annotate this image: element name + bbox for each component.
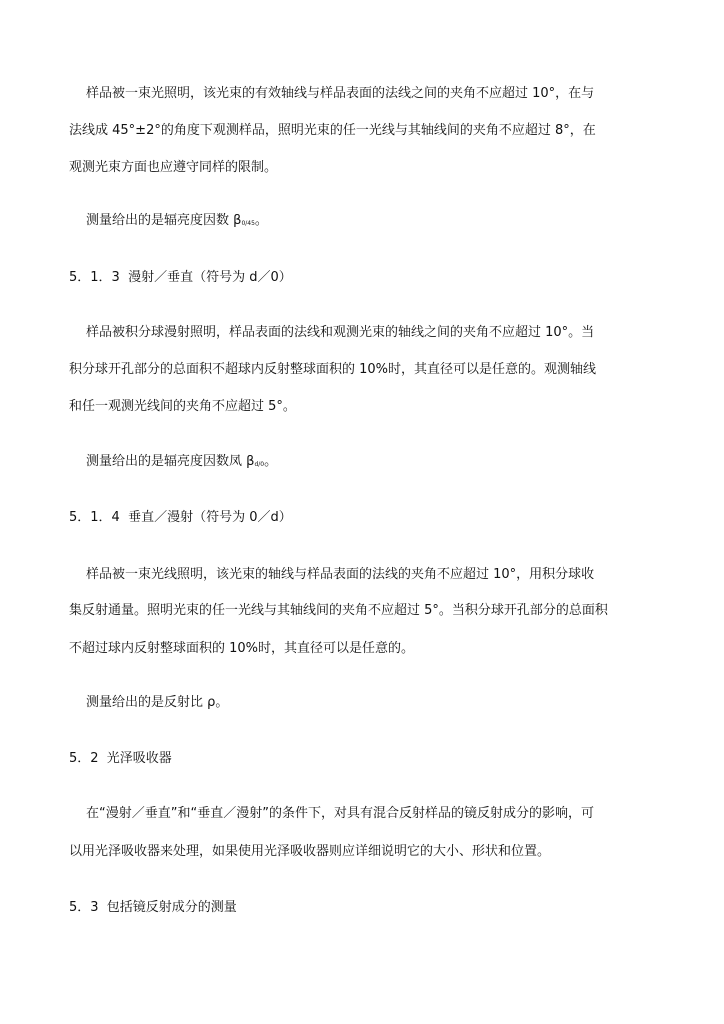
section-heading-5-1-3: 5．1．3 漫射／垂直（符号为 d／0） <box>69 270 292 285</box>
paragraph-diffuse-normal-line-3: 和任一观测光线间的夹角不应超过 5°。 <box>69 399 296 414</box>
paragraph-radiance-factor-d0: 测量给出的是辐亮度因数凤 $\beta_{d/0}$。 <box>86 454 278 469</box>
paragraph-illumination-line-2: 法线成 45°±2°的角度下观测样品，照明光束的任一光线与其轴线间的夹角不应超过 8°，在 <box>69 123 596 138</box>
subscript-d0: d/0 <box>254 461 265 468</box>
paragraph-reflectance: 测量给出的是反射比 ρ。 <box>86 695 229 710</box>
paragraph-normal-diffuse-line-3: 不超过球内反射整球面积的 10%时，其直径可以是任意的。 <box>69 641 415 656</box>
paragraph-illumination-line-1: 样品被一束光照明，该光束的有效轴线与样品表面的法线之间的夹角不应超过 10°，在与 <box>86 86 595 101</box>
paragraph-normal-diffuse-line-2: 集反射通量。照明光束的任一光线与其轴线间的夹角不应超过 5°。当积分球开孔部分的总面积 <box>69 603 608 618</box>
paragraph-gloss-absorber-line-2: 以用光泽吸收器来处理，如果使用光泽吸收器则应详细说明它的大小、形状和位置。 <box>69 844 551 859</box>
paragraph-diffuse-normal-line-2: 积分球开孔部分的总面积不超球内反射整球面积的 10%时，其直径可以是任意的。观测轴线 <box>69 362 597 377</box>
section-heading-5-1-4: 5．1．4 垂直／漫射（符号为 0／d） <box>69 510 292 525</box>
paragraph-diffuse-normal-line-1: 样品被积分球漫射照明，样品表面的法线和观测光束的轴线之间的夹角不应超过 10°。当 <box>86 325 595 340</box>
subscript-045: 0/45 <box>241 220 255 227</box>
paragraph-illumination-line-3: 观测光束方面也应遵守同样的限制。 <box>69 160 278 175</box>
section-heading-5-3: 5．3 包括镜反射成分的测量 <box>69 900 237 915</box>
paragraph-radiance-factor-045: 测量给出的是辐亮度因数 $\beta_{0/45}$。 <box>86 213 268 228</box>
paragraph-gloss-absorber-line-1: 在“漫射／垂直”和“垂直／漫射”的条件下，对具有混合反射样品的镜反射成分的影响，可 <box>86 806 594 821</box>
section-heading-5-2: 5．2 光泽吸收器 <box>69 751 172 766</box>
paragraph-normal-diffuse-line-1: 样品被一束光线照明，该光束的轴线与样品表面的法线的夹角不应超过 10°，用积分球收 <box>86 567 595 582</box>
